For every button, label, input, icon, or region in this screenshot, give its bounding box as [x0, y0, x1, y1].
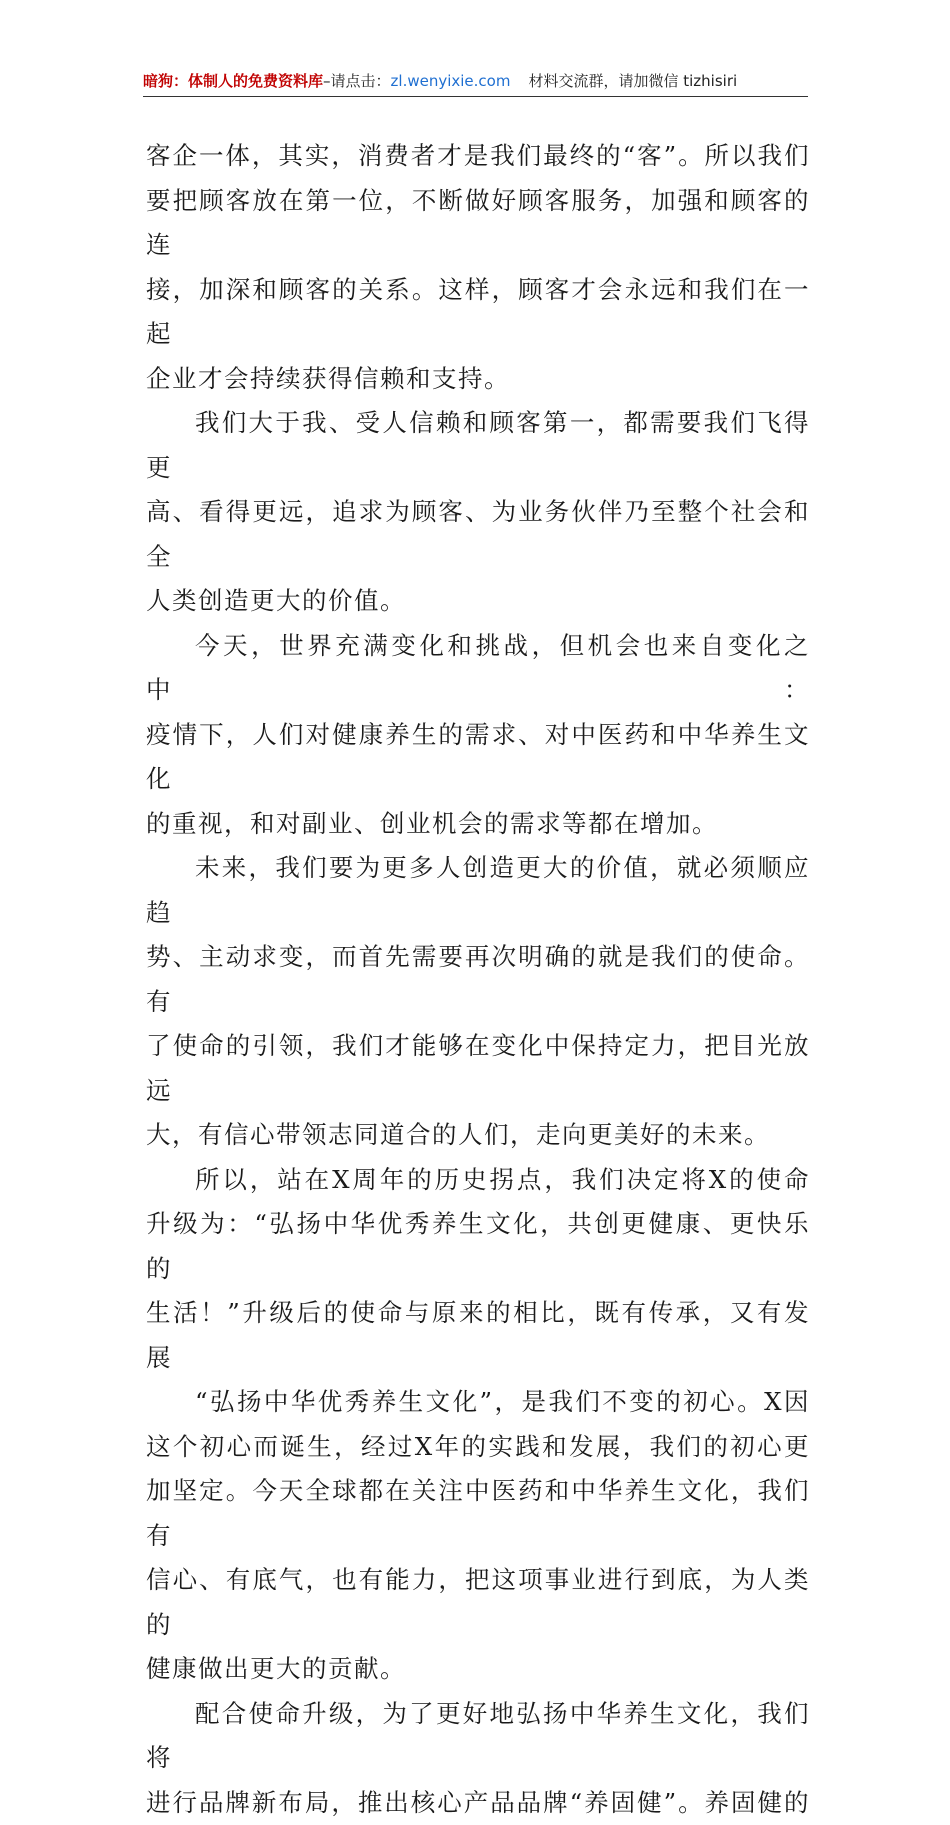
text-line: 生活！”升级后的使命与原来的相比，既有传承，又有发展 [146, 1291, 810, 1380]
text-line: 的重视，和对副业、创业机会的需求等都在增加。 [146, 802, 810, 847]
text-line: 配合使命升级，为了更好地弘扬中华养生文化，我们将 [146, 1692, 810, 1781]
text-line: 了使命的引领，我们才能够在变化中保持定力，把目光放远 [146, 1024, 810, 1113]
text-line: 接，加深和顾客的关系。这样，顾客才会永远和我们在一起 [146, 268, 810, 357]
text-line: 人类创造更大的价值。 [146, 579, 810, 624]
text-line: 进行品牌新布局，推出核心产品品牌“养固健”。养固健的 [146, 1781, 810, 1825]
text-line: 疫情下，人们对健康养生的需求、对中医药和中华养生文化 [146, 713, 810, 802]
text-line: 高、看得更远，追求为顾客、为业务伙伴乃至整个社会和全 [146, 490, 810, 579]
header-url-link[interactable]: zl.wenyixie.com [391, 72, 511, 90]
header-brand: 暗狗：体制人的免费资料库 [143, 72, 323, 90]
text-line: 要把顾客放在第一位，不断做好顾客服务，加强和顾客的连 [146, 179, 810, 268]
text-line: 我们大于我、受人信赖和顾客第一，都需要我们飞得更 [146, 401, 810, 490]
text-line: 健康做出更大的贡献。 [146, 1647, 810, 1692]
header-prompt: –请点击： [323, 72, 391, 90]
text-line: “弘扬中华优秀养生文化”，是我们不变的初心。X因 [146, 1380, 810, 1425]
text-line: 今天，世界充满变化和挑战，但机会也来自变化之中： [146, 624, 810, 713]
header-wechat-note: 材料交流群，请加微信 tizhisiri [528, 72, 737, 90]
text-line: 势、主动求变，而首先需要再次明确的就是我们的使命。有 [146, 935, 810, 1024]
text-line: 未来，我们要为更多人创造更大的价值，就必须顺应趋 [146, 846, 810, 935]
text-line: 这个初心而诞生，经过X年的实践和发展，我们的初心更 [146, 1425, 810, 1470]
text-line: 升级为：“弘扬中华优秀养生文化，共创更健康、更快乐的 [146, 1202, 810, 1291]
document-body [146, 134, 810, 1825]
text-line: 所以，站在X周年的历史拐点，我们决定将X的使命 [146, 1158, 810, 1203]
page-header [143, 68, 808, 97]
text-line: 大，有信心带领志同道合的人们，走向更美好的未来。 [146, 1113, 810, 1158]
text-line: 加坚定。今天全球都在关注中医药和中华养生文化，我们有 [146, 1469, 810, 1558]
text-line: 企业才会持续获得信赖和支持。 [146, 357, 810, 402]
text-line: 信心、有底气，也有能力，把这项事业进行到底，为人类的 [146, 1558, 810, 1647]
text-line: 客企一体，其实，消费者才是我们最终的“客”。所以我们 [146, 134, 810, 179]
